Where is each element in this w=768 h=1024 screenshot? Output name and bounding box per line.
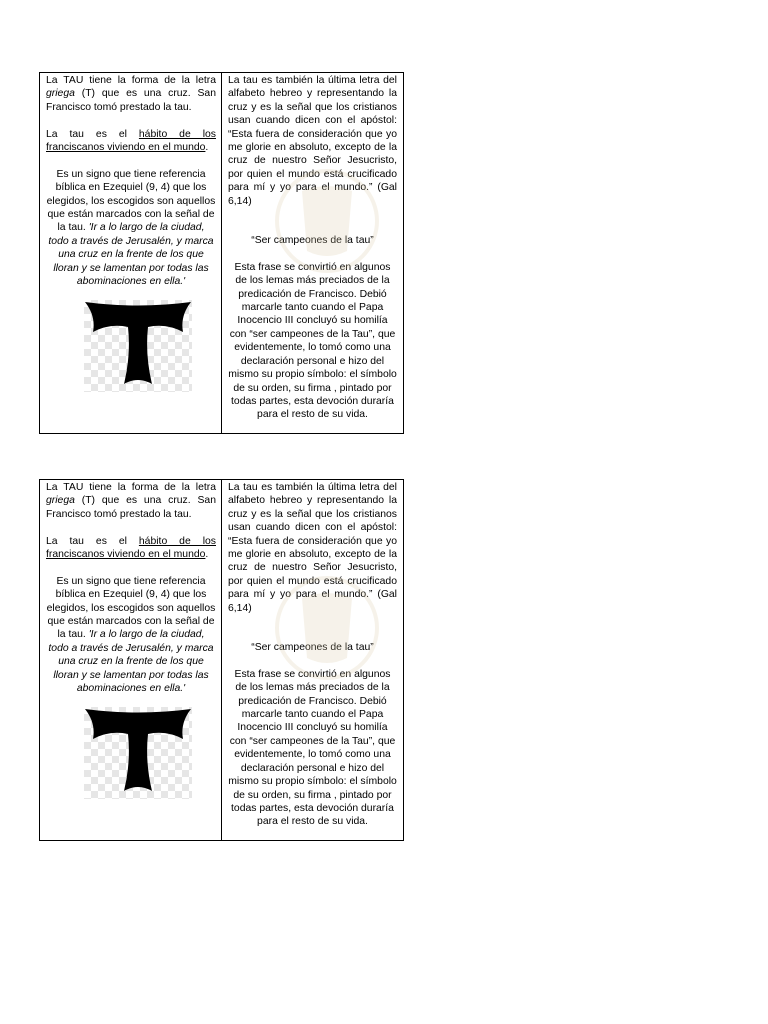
card-left-column (40, 480, 222, 840)
campeones-heading: “Ser campeones de la tau” (251, 642, 374, 654)
tau-habit-paragraph (46, 535, 216, 562)
text-span: Es un signo que tiene referencia bíblica en Ezequiel (9, 4) que los elegidos, los escogidos son aquellos que están marcados con la señal de la tau. (46, 168, 216, 234)
ezekiel-paragraph (46, 168, 216, 289)
text-span: La tau es el (46, 535, 139, 547)
tau-habit-paragraph (46, 128, 216, 155)
text-span: La TAU tiene la forma de la letra (46, 75, 216, 86)
tau-card-2 (39, 479, 404, 841)
text-span: . (205, 142, 209, 154)
text-span: (T) que es una cruz. San Francisco tomó prestado la tau. (46, 88, 216, 113)
text-span: Es un signo que tiene referencia bíblica en Ezequiel (9, 4) que los elegidos, los escogidos son aquellos que están marcados con la señal de la tau. (46, 575, 216, 641)
ezekiel-paragraph (46, 575, 216, 696)
card-right-column (222, 73, 403, 433)
italic-word: griega (46, 495, 75, 507)
card-right-column (222, 480, 403, 840)
tau-shape-paragraph (46, 481, 216, 521)
tau-cross-icon (84, 300, 192, 392)
text-span: (T) que es una cruz. San Francisco tomó prestado la tau. (46, 495, 216, 520)
ezekiel-quote: 'Ir a lo largo de la ciudad, todo a través de Jerusalén, y marca una cruz en la frente de los que lloran y se lamentan por todas las abominaciones en ella.' (48, 222, 214, 288)
tau-card-1 (39, 72, 404, 434)
text-span: La TAU tiene la forma de la letra (46, 482, 216, 493)
francisco-paragraph: Esta frase se convirtió en algunos de los lemas más preciados de la predicación de Francisco. Debió marcarle tanto cuando el Papa Inocencio III concluyó su homilía con “ser campeones de la Tau”, que evidentemente, lo tomó como una declaración personal e hizo del mismo su propio símbolo: el símbolo de su orden, su firma , pintado por todas partes, esta devoción duraría para el resto de su vida. (228, 261, 397, 421)
tau-shape-paragraph (46, 74, 216, 114)
ezekiel-quote: 'Ir a lo largo de la ciudad, todo a través de Jerusalén, y marca una cruz en la frente de los que lloran y se lamentan por todas las abominaciones en ella.' (48, 629, 214, 695)
text-span: La tau es el (46, 128, 139, 140)
underlined-phrase: hábito de los franciscanos viviendo en el mundo (46, 535, 216, 561)
hebrew-alphabet-paragraph: La tau es también la última letra del alfabeto hebreo y representando la cruz y es la señal que los cristianos usan cuando dicen con el apóstol: “Esta fuera de consideración que yo me glorie en absoluto, excepto de la cruz de nuestro Señor Jesucristo, por quien el mundo está crucificado para mí y yo para el mundo.” (Gal 6,14) (228, 75, 397, 207)
francisco-paragraph: Esta frase se convirtió en algunos de los lemas más preciados de la predicación de Francisco. Debió marcarle tanto cuando el Papa Inocencio III concluyó su homilía con “ser campeones de la Tau”, que evidentemente, lo tomó como una declaración personal e hizo del mismo su propio símbolo: el símbolo de su orden, su firma , pintado por todas partes, esta devoción duraría para el resto de su vida. (228, 668, 397, 828)
italic-word: griega (46, 88, 75, 100)
tau-cross-icon (84, 707, 192, 799)
underlined-phrase: hábito de los franciscanos viviendo en el mundo (46, 128, 216, 154)
text-span: . (205, 549, 209, 561)
hebrew-alphabet-paragraph: La tau es también la última letra del alfabeto hebreo y representando la cruz y es la señal que los cristianos usan cuando dicen con el apóstol: “Esta fuera de consideración que yo me glorie en absoluto, excepto de la cruz de nuestro Señor Jesucristo, por quien el mundo está crucificado para mí y yo para el mundo.” (Gal 6,14) (228, 482, 397, 614)
card-left-column (40, 73, 222, 433)
campeones-heading: “Ser campeones de la tau” (251, 235, 374, 247)
